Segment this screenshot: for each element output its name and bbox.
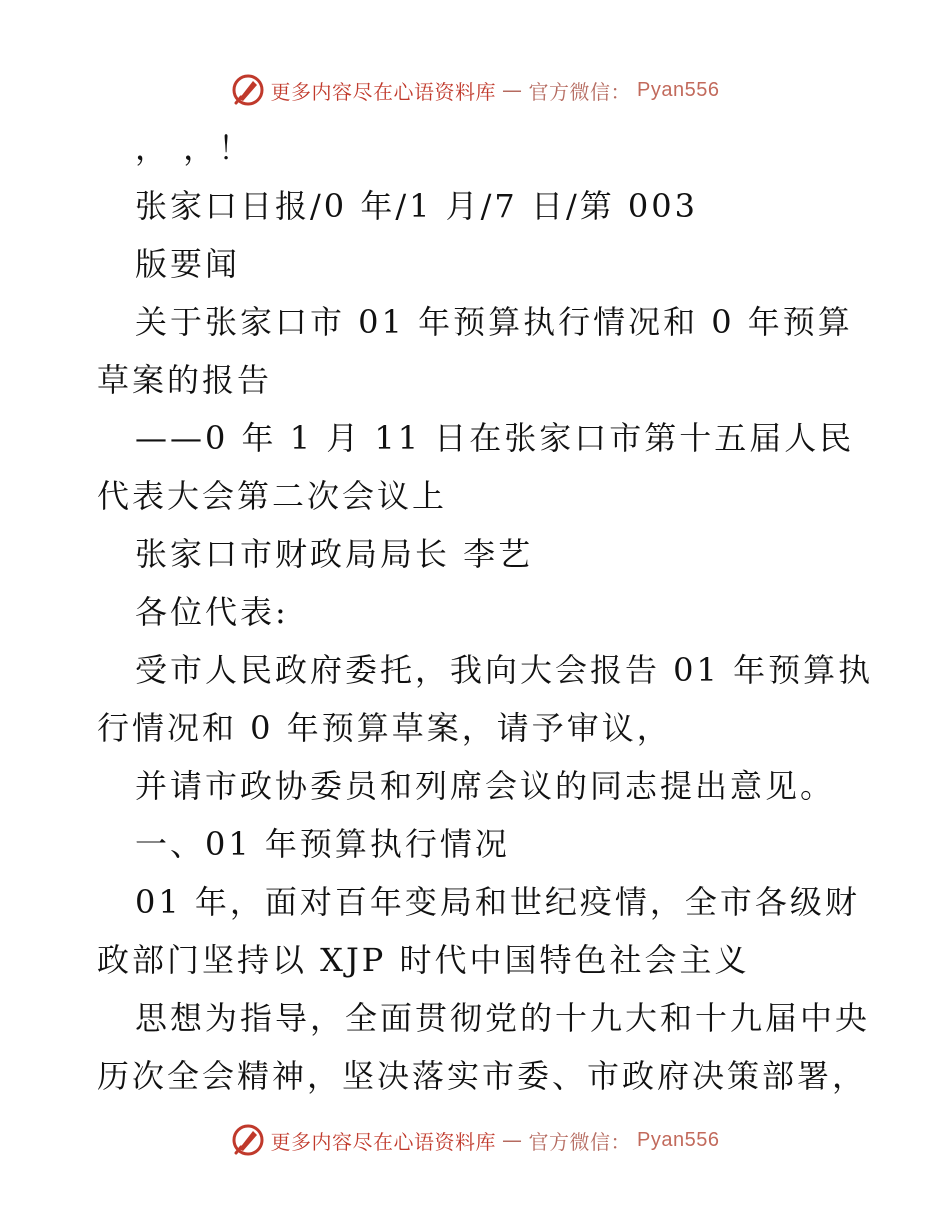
doc-line: ， ，！ xyxy=(135,129,254,167)
doc-line: 草案的报告 xyxy=(97,361,273,399)
banner-brand: 更多内容尽在心语资料库 xyxy=(270,1129,497,1154)
doc-line: 01 年，面对百年变局和世纪疫情，全市各级财 xyxy=(135,883,860,921)
doc-line: 各位代表: xyxy=(135,593,289,631)
banner-separator: — xyxy=(502,1128,523,1152)
doc-line: 一、01 年预算执行情况 xyxy=(135,825,510,863)
quill-pen-logo-icon xyxy=(231,1123,265,1157)
banner-wechat-label: 官方微信： xyxy=(528,79,632,104)
banner-wechat-handle: Pyan556 xyxy=(637,1128,720,1151)
banner-separator: — xyxy=(502,78,523,102)
quill-pen-logo-icon xyxy=(231,73,265,107)
doc-line: 张家口日报/0 年/1 月/7 日/第 003 xyxy=(135,187,698,225)
doc-line: ——0 年 1 月 11 日在张家口市第十五届人民 xyxy=(135,419,855,457)
banner-wechat-handle: Pyan556 xyxy=(637,78,720,101)
doc-line: 受市人民政府委托，我向大会报告 01 年预算执 xyxy=(135,651,874,689)
banner-brand: 更多内容尽在心语资料库 xyxy=(270,79,497,104)
doc-line: 代表大会第二次会议上 xyxy=(97,477,448,515)
doc-line: 历次全会精神，坚决落实市委、市政府决策部署， xyxy=(97,1057,868,1095)
doc-line: 政部门坚持以 XJP 时代中国特色社会主义 xyxy=(97,941,750,979)
doc-line: 行情况和 0 年预算草案，请予审议， xyxy=(97,709,672,747)
doc-line: 关于张家口市 01 年预算执行情况和 0 年预算 xyxy=(135,303,853,341)
doc-line: 版要闻 xyxy=(135,245,241,283)
banner-wechat-label: 官方微信： xyxy=(528,1129,632,1154)
doc-line: 并请市政协委员和列席会议的同志提出意见。 xyxy=(135,767,836,805)
header-banner[interactable] xyxy=(0,70,950,110)
doc-line: 思想为指导，全面贯彻党的十九大和十九届中央 xyxy=(135,999,871,1037)
doc-line: 张家口市财政局局长 李艺 xyxy=(135,535,534,573)
footer-banner[interactable] xyxy=(0,1120,950,1160)
